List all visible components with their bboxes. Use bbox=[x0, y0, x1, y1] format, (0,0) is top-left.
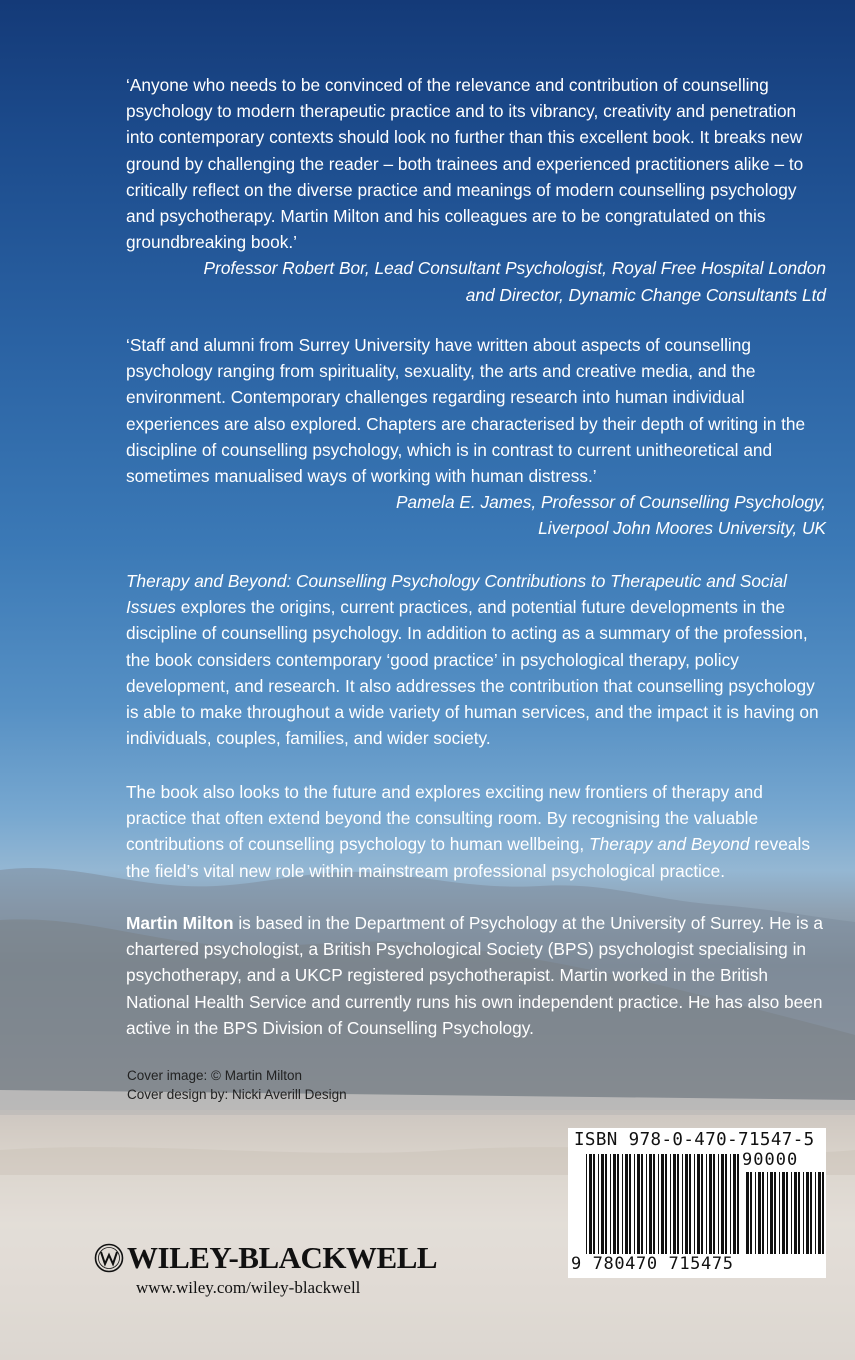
isbn-label: ISBN 978-0-470-71547-5 bbox=[574, 1130, 815, 1150]
barcode-bar bbox=[605, 1154, 607, 1254]
barcode-bar bbox=[665, 1154, 667, 1254]
barcode-bar bbox=[822, 1172, 824, 1254]
barcode-bar bbox=[755, 1172, 756, 1254]
barcode-bar bbox=[701, 1154, 703, 1254]
barcode-bar bbox=[629, 1154, 631, 1254]
testimonial-1-attribution: Professor Robert Bor, Lead Consultant Psychologist, Royal Free Hospital London and Director, Dynamic Change Consultants Ltd bbox=[203, 258, 826, 305]
barcode-bar bbox=[646, 1154, 647, 1254]
barcode-bar bbox=[593, 1154, 595, 1254]
barcode-bar bbox=[682, 1154, 683, 1254]
book-title-inline: Therapy and Beyond bbox=[589, 834, 750, 855]
barcode-bar bbox=[818, 1172, 821, 1254]
barcode-bar bbox=[786, 1172, 788, 1254]
description-paragraph-1 bbox=[126, 568, 826, 751]
barcode-bar bbox=[625, 1154, 628, 1254]
barcode-bar bbox=[791, 1172, 792, 1254]
barcode-bar bbox=[697, 1154, 700, 1254]
author-bio-text: is based in the Department of Psychology at the University of Surrey. He is a chartered psychologist, a British Psychological Society (BPS) psychologist specialising in psychotherapy, and a UKCP registered psychotherapist. Martin worked in the British National Health Service and currently runs his own independent practice. He has also been active in the BPS Division of Counselling Psychology. bbox=[126, 913, 823, 1038]
barcode-bar bbox=[779, 1172, 780, 1254]
barcode-bar bbox=[774, 1172, 776, 1254]
barcode-bar bbox=[782, 1172, 785, 1254]
barcode-bar bbox=[641, 1154, 643, 1254]
barcode-bar bbox=[622, 1154, 623, 1254]
barcode-bar bbox=[737, 1154, 739, 1254]
barcode-bar bbox=[713, 1154, 715, 1254]
barcode-bar bbox=[613, 1154, 616, 1254]
barcode-bar bbox=[706, 1154, 707, 1254]
barcode-bar bbox=[670, 1154, 671, 1254]
barcode-bar bbox=[758, 1172, 761, 1254]
barcode-bar bbox=[803, 1172, 804, 1254]
description-text-1: explores the origins, current practices, and potential future developments in the discipline of counselling psychology. In addition to acting as a summary of the profession, the book considers contemporary ‘good practice’ in psychological therapy, policy development, and research. It also addresses the contribution that counselling psychology is able to make throughout a wide variety of human services, and the impact it is having on individuals, couples, families, and wider society. bbox=[126, 597, 819, 749]
barcode-bar bbox=[685, 1154, 688, 1254]
barcode-bar bbox=[815, 1172, 816, 1254]
barcode-bar bbox=[589, 1154, 592, 1254]
testimonial-2-attribution: Pamela E. James, Professor of Counselling Psychology, Liverpool John Moores University, UK bbox=[396, 492, 826, 539]
isbn-digits: 9 780470 715475 bbox=[571, 1254, 734, 1274]
barcode-bar bbox=[673, 1154, 676, 1254]
barcode-bar bbox=[794, 1172, 797, 1254]
barcode-bar bbox=[798, 1172, 800, 1254]
testimonial-2 bbox=[126, 332, 826, 542]
barcode-bar bbox=[661, 1154, 664, 1254]
description-paragraph-2 bbox=[126, 779, 826, 884]
barcode-bar bbox=[610, 1154, 611, 1254]
book-title: Therapy and Beyond: Counselling Psychology Contributions to Therapeutic and Social Issues bbox=[126, 571, 787, 618]
publisher-name: WILEY-BLACKWELL bbox=[127, 1240, 438, 1275]
cover-design-credit: Cover design by: Nicki Averill Design bbox=[127, 1087, 347, 1102]
barcode-bar bbox=[694, 1154, 695, 1254]
wiley-emblem-icon bbox=[94, 1243, 124, 1273]
barcode-bar bbox=[806, 1172, 809, 1254]
barcode-bar bbox=[586, 1154, 587, 1254]
publisher-logo bbox=[94, 1240, 437, 1298]
testimonial-1 bbox=[126, 72, 826, 308]
barcode-bar bbox=[598, 1154, 599, 1254]
isbn-barcode bbox=[568, 1128, 826, 1278]
barcode-bar bbox=[810, 1172, 812, 1254]
barcode-bar bbox=[634, 1154, 635, 1254]
barcode-bar bbox=[658, 1154, 659, 1254]
barcode-bar bbox=[653, 1154, 655, 1254]
testimonial-2-text: ‘Staff and alumni from Surrey University have written about aspects of counselling psychology ranging from spirituality, sexuality, the arts and creative media, and the environment. Contemporary challenges regarding research into human individual experiences are also explored. Chapters are characterised by their depth of writing in the discipline of counselling psychology, which is in contrast to current unitheoretical and sometimes manualised ways of working with human distress.’ bbox=[126, 335, 806, 487]
barcode-bar bbox=[689, 1154, 691, 1254]
cover-image-credit: Cover image: © Martin Milton bbox=[127, 1068, 302, 1083]
publisher-url[interactable]: www.wiley.com/wiley-blackwell bbox=[136, 1278, 361, 1297]
barcode-bar bbox=[709, 1154, 712, 1254]
barcode-bar bbox=[725, 1154, 727, 1254]
description-text-2-start: The book also looks to the future and explores exciting new frontiers of therapy and practice that often extend beyond the consulting room. By recognising the valuable contributions of counselling psychology to human wellbeing, bbox=[126, 782, 763, 855]
barcode-bar bbox=[730, 1154, 731, 1254]
barcode-bar bbox=[721, 1154, 724, 1254]
barcode-bar bbox=[746, 1172, 749, 1254]
barcode-bar bbox=[767, 1172, 768, 1254]
price-code: 90000 bbox=[742, 1150, 799, 1170]
cover-credits bbox=[127, 1066, 347, 1104]
barcode-bar bbox=[677, 1154, 679, 1254]
testimonial-1-text: ‘Anyone who needs to be convinced of the relevance and contribution of counselling psychology to modern therapeutic practice and to its vibrancy, creativity and penetration into contemporary contexts should look no further than this excellent book. It breaks new ground by challenging the reader – both trainees and experienced practitioners alike – to critically reflect on the diverse practice and meanings of modern counselling psychology and psychotherapy. Martin Milton and his colleagues are to be congratulated on this groundbreaking book.’ bbox=[126, 75, 804, 253]
barcode-bar bbox=[762, 1172, 764, 1254]
barcode-bar bbox=[750, 1172, 752, 1254]
barcode-bar bbox=[649, 1154, 652, 1254]
author-name: Martin Milton bbox=[126, 913, 234, 933]
author-bio bbox=[126, 910, 826, 1041]
barcode-bar bbox=[733, 1154, 736, 1254]
barcode-bar bbox=[617, 1154, 619, 1254]
barcode-bar bbox=[601, 1154, 604, 1254]
description-text-2-end: reveals the field’s vital new role within mainstream professional psychological practice. bbox=[126, 834, 811, 881]
barcode-bar bbox=[718, 1154, 719, 1254]
barcode-bar bbox=[637, 1154, 640, 1254]
barcode-bar bbox=[770, 1172, 773, 1254]
